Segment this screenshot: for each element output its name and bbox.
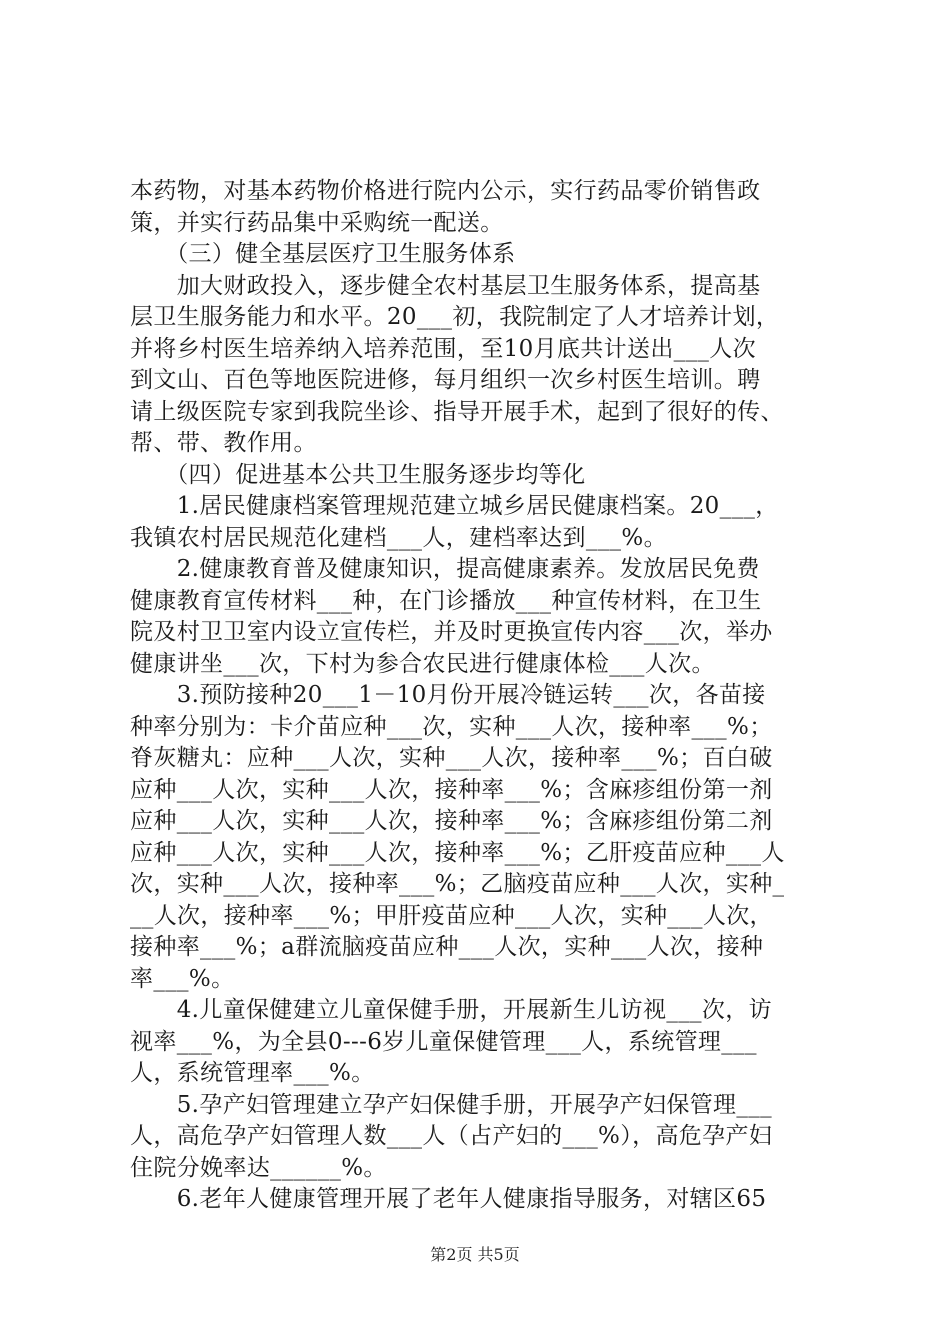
- section-heading-3: （三）健全基层医疗卫生服务体系: [130, 241, 516, 267]
- body-text-line: 加大财政投入，逐步健全农村基层卫生服务体系，提高基: [130, 273, 761, 299]
- body-text-line: 策，并实行药品集中采购统一配送。: [130, 210, 504, 236]
- body-text-line: 本药物，对基本药物价格进行院内公示，实行药品零价销售政: [130, 178, 761, 204]
- body-text-line: 院及村卫卫室内设立宣传栏，并及时更换宣传内容___次，举办: [130, 619, 773, 645]
- body-text-line: 健康教育宣传材料___种，在门诊播放___种宣传材料，在卫生: [130, 588, 762, 614]
- body-text-line: 视率___%，为全县0---6岁儿童保健管理___人，系统管理___: [130, 1029, 757, 1055]
- body-text-line: 3.预防接种20___1－10月份开展冷链运转___次，各苗接: [130, 682, 766, 708]
- body-text-line: 1.居民健康档案管理规范建立城乡居民健康档案。20___，: [130, 493, 779, 519]
- body-text-line: 健康讲坐___次，下村为参合农民进行健康体检___人次。: [130, 651, 715, 677]
- body-text-line: 6.老年人健康管理开展了老年人健康指导服务，对辖区65: [130, 1186, 767, 1212]
- body-text-line: 层卫生服务能力和水平。20___初，我院制定了人才培养计划，: [130, 304, 780, 330]
- body-text-line: 5.孕产妇管理建立孕产妇保健手册，开展孕产妇保管理___: [130, 1092, 772, 1118]
- body-text-line: 脊灰糖丸：应种___人次，实种___人次，接种率___%；百白破: [130, 745, 773, 771]
- body-text-line: 种率分别为：卡介苗应种___次，实种___人次，接种率___%；: [130, 714, 773, 740]
- page-number-footer: 第2页 共5页: [430, 1245, 520, 1264]
- body-text-line: 并将乡村医生培养纳入培养范围，至10月底共计送出___人次: [130, 336, 756, 362]
- body-text-line: 到文山、百色等地医院进修，每月组织一次乡村医生培训。聘: [130, 367, 761, 393]
- body-text-line: 帮、带、教作用。: [130, 430, 317, 456]
- body-text-line: 人，系统管理率___%。: [130, 1060, 375, 1086]
- body-text-line: __人次，接种率___%；甲肝疫苗应种___人次，实种___人次，: [130, 903, 773, 929]
- body-text-line: 请上级医院专家到我院坐诊、指导开展手术，起到了很好的传、: [130, 399, 784, 425]
- body-text-line: 2.健康教育普及健康知识，提高健康素养。发放居民免费: [130, 556, 760, 582]
- body-text-line: 接种率___%；a群流脑疫苗应种___人次，实种___人次，接种: [130, 934, 764, 960]
- body-text-line: 应种___人次，实种___人次，接种率___%；含麻疹组份第二剂: [130, 808, 773, 834]
- body-text-line: 我镇农村居民规范化建档___人，建档率达到___%。: [130, 525, 667, 551]
- body-text-line: 应种___人次，实种___人次，接种率___%；含麻疹组份第一剂: [130, 777, 773, 803]
- body-text-line: 次，实种___人次，接种率___%；乙脑疫苗应种___人次，实种_: [130, 871, 785, 897]
- section-heading-4: （四）促进基本公共卫生服务逐步均等化: [130, 462, 586, 488]
- body-text-line: 住院分娩率达______%。: [130, 1155, 387, 1181]
- body-text-line: 率___%。: [130, 966, 235, 992]
- body-text-line: 应种___人次，实种___人次，接种率___%；乙肝疫苗应种___人: [130, 840, 785, 866]
- body-text-line: 4.儿童保健建立儿童保健手册，开展新生儿访视___次，访: [130, 997, 772, 1023]
- body-text-line: 人，高危孕产妇管理人数___人（占产妇的___%），高危孕产妇: [130, 1123, 773, 1149]
